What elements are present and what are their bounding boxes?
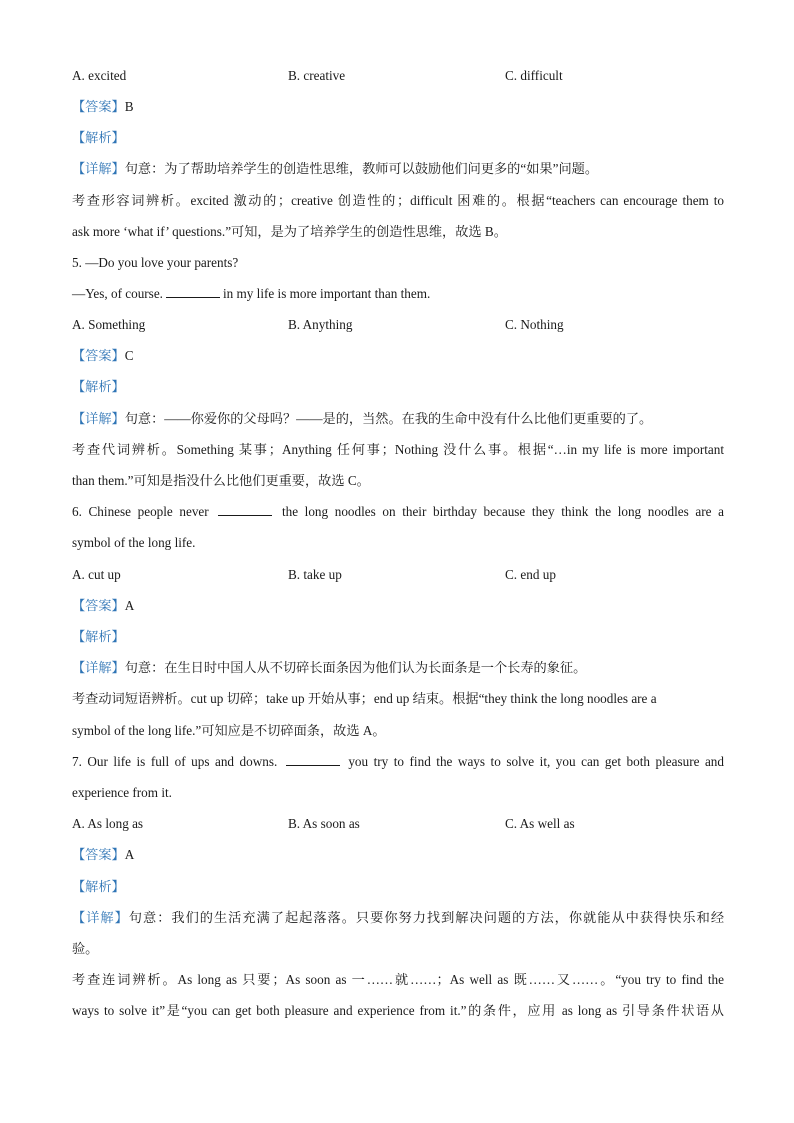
answer-blank bbox=[218, 503, 272, 516]
q7-stem-post: you try to find the ways to solve it, you can get both pleasure and bbox=[348, 754, 724, 769]
q4-analysis bbox=[72, 129, 724, 147]
answer-tag: 【答案】 bbox=[72, 847, 125, 862]
answer-value: A bbox=[124, 847, 135, 862]
detail-tag: 【详解】 bbox=[72, 660, 125, 675]
q4-explain-line-1: 考查形容词辨析。excited 激动的；creative 创造性的；difficult 困难的。根据“teachers can encourage them to bbox=[72, 193, 724, 208]
q5-detail bbox=[72, 410, 724, 428]
detail-text: 句意：在生日时中国人从不切碎长面条因为他们认为长面条是一个长寿的象征。 bbox=[124, 660, 587, 675]
q5-option-a: A. Something bbox=[72, 317, 146, 332]
q7-analysis bbox=[72, 878, 724, 896]
detail-tag: 【详解】 bbox=[72, 910, 129, 925]
q4-option-a: A. excited bbox=[72, 68, 127, 83]
q4-option-c: C. difficult bbox=[505, 68, 563, 83]
q6-option-b: B. take up bbox=[288, 567, 342, 582]
q5-option-b: B. Anything bbox=[288, 317, 353, 332]
q5-explain-line-1: 考查代词辨析。Something 某事；Anything 任何事；Nothing 没什么事。根据“…in my life is more important bbox=[72, 442, 724, 457]
q4-option-b: B. creative bbox=[288, 68, 346, 83]
q6-stem-line-1 bbox=[72, 503, 724, 521]
q6-stem-line-2: symbol of the long life. bbox=[72, 535, 196, 550]
q7-detail-line-2: 验。 bbox=[72, 941, 99, 956]
analysis-tag: 【解析】 bbox=[72, 629, 125, 644]
q7-option-b: B. As soon as bbox=[288, 816, 360, 831]
detail-tag: 【详解】 bbox=[72, 411, 125, 426]
q7-stem-pre: 7. Our life is full of ups and downs. bbox=[72, 754, 278, 769]
q5-analysis bbox=[72, 378, 724, 396]
q5-stem-line-1: 5. —Do you love your parents? bbox=[72, 255, 239, 270]
q6-explain-line-1: 考查动词短语辨析。cut up 切碎；take up 开始从事；end up 结束。根据“they think the long noodles are a bbox=[72, 691, 657, 706]
q4-detail bbox=[72, 160, 724, 178]
q4-answer bbox=[72, 98, 724, 116]
q6-stem-post: the long noodles on their birthday because they think the long noodles are a bbox=[281, 504, 724, 519]
q4-explain-line-2: ask more ‘what if’ questions.”可知，是为了培养学生的创造性思维，故选 B。 bbox=[72, 224, 507, 239]
q5-option-c: C. Nothing bbox=[505, 317, 564, 332]
answer-tag: 【答案】 bbox=[72, 598, 125, 613]
q6-option-c: C. end up bbox=[505, 567, 556, 582]
q7-option-a: A. As long as bbox=[72, 816, 144, 831]
detail-tag: 【详解】 bbox=[72, 161, 125, 176]
q7-explain-line-1: 考查连词辨析。As long as 只要；As soon as 一……就……；As well as 既……又……。“you try to find the bbox=[72, 972, 724, 987]
q6-stem-pre: 6. Chinese people never bbox=[72, 504, 209, 519]
q6-answer bbox=[72, 597, 724, 615]
q7-stem-line-1 bbox=[72, 753, 724, 771]
analysis-tag: 【解析】 bbox=[72, 379, 125, 394]
q6-explain-line-2: symbol of the long life.”可知应是不切碎面条，故选 A。 bbox=[72, 723, 386, 738]
q7-answer bbox=[72, 846, 724, 864]
q5-answer bbox=[72, 347, 724, 365]
q7-stem-line-2: experience from it. bbox=[72, 785, 172, 800]
answer-value: A bbox=[124, 598, 135, 613]
detail-text: 句意：——你爱你的父母吗？——是的，当然。在我的生命中没有什么比他们更重要的了。 bbox=[124, 411, 653, 426]
answer-tag: 【答案】 bbox=[72, 99, 125, 114]
answer-value: B bbox=[124, 99, 134, 114]
q5-explain-line-2: than them.”可知是指没什么比他们更重要，故选 C。 bbox=[72, 473, 370, 488]
q7-option-c: C. As well as bbox=[505, 816, 575, 831]
analysis-tag: 【解析】 bbox=[72, 130, 125, 145]
answer-blank bbox=[286, 753, 340, 766]
detail-text: 句意：我们的生活充满了起起落落。只要你努力找到解决问题的方法，你就能从中获得快乐和经 bbox=[128, 910, 725, 925]
detail-text: 句意：为了帮助培养学生的创造性思维，教师可以鼓励他们问更多的“如果”问题。 bbox=[124, 161, 599, 176]
q5-stem-pre: —Yes, of course. bbox=[72, 286, 163, 301]
q6-option-a: A. cut up bbox=[72, 567, 121, 582]
answer-tag: 【答案】 bbox=[72, 348, 125, 363]
q5-stem-line-2 bbox=[72, 285, 724, 303]
q6-analysis bbox=[72, 628, 724, 646]
answer-value: C bbox=[124, 348, 134, 363]
q5-stem-post: in my life is more important than them. bbox=[222, 286, 431, 301]
analysis-tag: 【解析】 bbox=[72, 879, 125, 894]
q7-explain-line-2: ways to solve it”是“you can get both pleasure and experience from it.”的条件，应用 as long as 引导条件状语从 bbox=[72, 1003, 724, 1018]
q7-detail bbox=[72, 909, 724, 927]
q6-detail bbox=[72, 659, 724, 677]
answer-blank bbox=[166, 285, 220, 298]
